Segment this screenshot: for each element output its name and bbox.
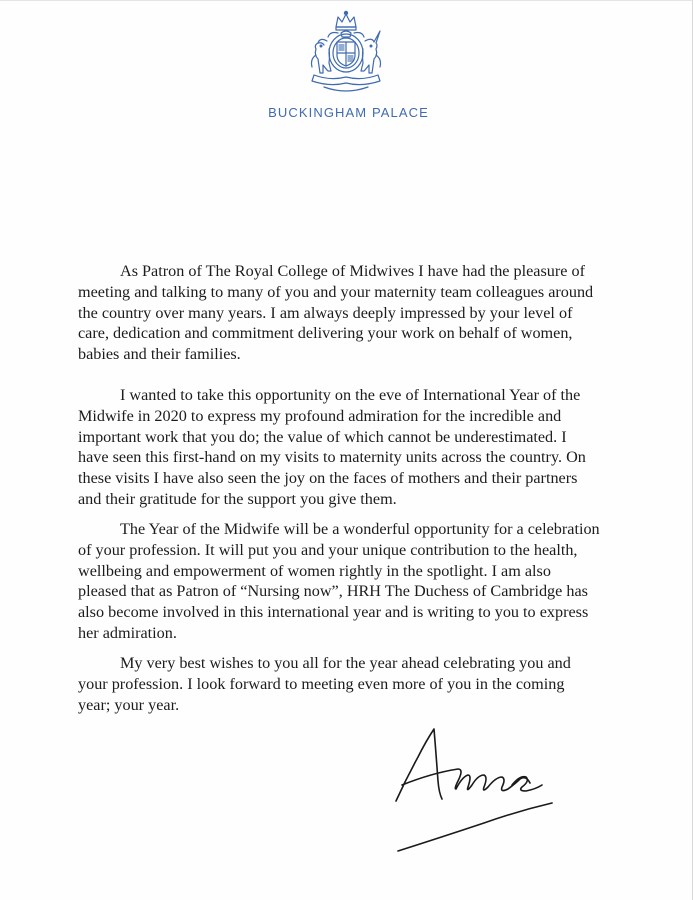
letter-line: wellbeing and empowerment of women rightly in the spotlight. I am also — [78, 561, 551, 580]
letter-line: your profession. I look forward to meeting even more of you in the coming — [78, 674, 565, 693]
letter-line: and their gratitude for the support you give them. — [78, 489, 397, 508]
letter-paragraph-2 — [78, 385, 638, 510]
letter-line: meeting and talking to many of you and your maternity team colleagues around — [78, 282, 594, 301]
letter-line: I wanted to take this opportunity on the eve of International Year of the — [120, 386, 581, 404]
letterhead-address: BUCKINGHAM PALACE — [268, 105, 429, 120]
letter-line: babies and their families. — [78, 345, 241, 364]
letter-line: My very best wishes to you all for the year ahead celebrating you and — [120, 654, 571, 672]
letter-paragraph-4 — [78, 653, 638, 715]
letter-line: important work that you do; the value of which cannot be underestimated. I — [78, 427, 567, 446]
letter-line: of your profession. It will put you and your unique contribution to the health, — [78, 540, 578, 559]
letter-line: also become involved in this international year and is writing to you to express — [78, 603, 589, 622]
letter-line: year; your year. — [78, 695, 180, 714]
letter-line: her admiration. — [78, 623, 177, 642]
letter-paragraph-1 — [78, 261, 638, 365]
letter-line: the country over many years. I am always deeply impressed by your level of — [78, 303, 573, 322]
letter-line: As Patron of The Royal College of Midwives I have had the pleasure of — [120, 262, 585, 280]
letter-line: The Year of the Midwife will be a wonderful opportunity for a celebration — [120, 520, 600, 538]
royal-coat-of-arms-icon — [300, 9, 392, 95]
letter-line: have seen this first-hand on my visits to maternity units across the country. On — [78, 448, 586, 467]
signature-anne — [392, 723, 562, 858]
letter-paragraph-3 — [78, 519, 638, 644]
letter-line: care, dedication and commitment delivering your work on behalf of women, — [78, 324, 573, 343]
letter-line: Midwife in 2020 to express my profound admiration for the incredible and — [78, 406, 562, 425]
letter-line: pleased that as Patron of “Nursing now”, HRH The Duchess of Cambridge has — [78, 582, 588, 601]
letter-line: these visits I have also seen the joy on the faces of mothers and their partners — [78, 469, 578, 488]
